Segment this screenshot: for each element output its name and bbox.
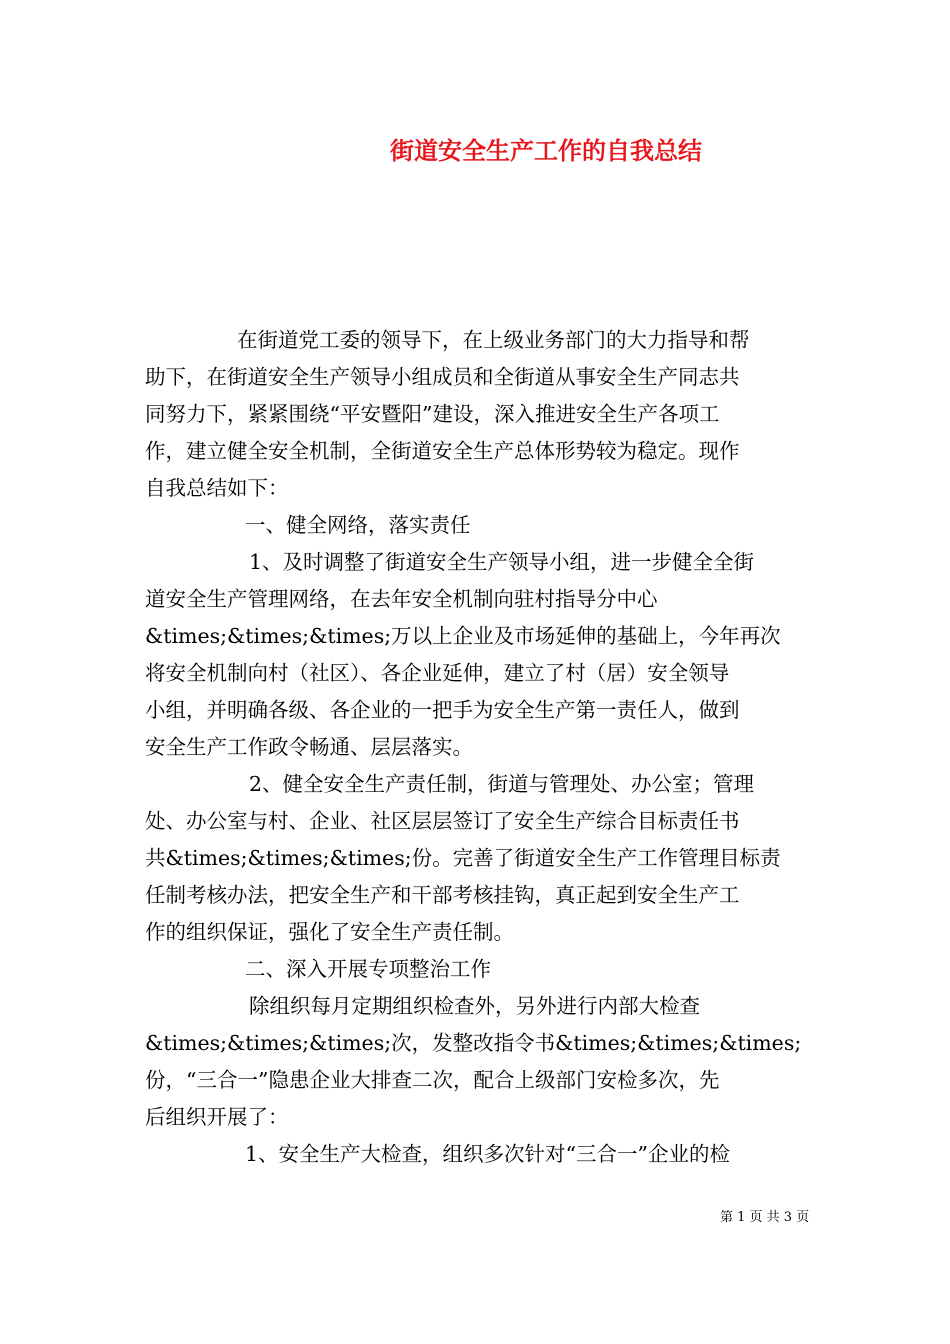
page-number: 第 1 页 共 3 页 [720,1210,810,1225]
paragraph-line: 后组织开展了： [145,1105,289,1129]
paragraph-line: 除组织每月定期组织检查外，另外进行内部大检查 [249,994,700,1018]
paragraph-line: 道安全生产管理网络，在去年安全机制向驻村指导分中心 [145,587,658,611]
paragraph-line: 任制考核办法，把安全生产和干部考核挂钩，真正起到安全生产工 [145,883,740,907]
paragraph-line: 安全生产工作政令畅通、层层落实。 [145,735,473,759]
paragraph-line: 将安全机制向村（社区）、各企业延伸，建立了村（居）安全领导 [145,661,730,685]
paragraph-line: 同努力下，紧紧围绕“平安暨阳”建设，深入推进安全生产各项工 [145,402,720,426]
paragraph-line: &times;&times;&times;万以上企业及市场延伸的基础上，今年再次 [145,624,781,648]
paragraph-line: 1、安全生产大检查，组织多次针对“三合一”企业的检 [245,1142,731,1166]
paragraph-line: 作，建立健全安全机制，全街道安全生产总体形势较为稳定。现作 [145,439,740,463]
section-heading: 二、深入开展专项整治工作 [245,957,491,981]
paragraph-line: 在街道党工委的领导下，在上级业务部门的大力指导和帮 [237,328,750,352]
paragraph-line: 份，“三合一”隐患企业大排查二次，配合上级部门安检多次，先 [145,1068,720,1092]
paragraph-line: 小组，并明确各级、各企业的一把手为安全生产第一责任人，做到 [145,698,740,722]
document-title: 街道安全生产工作的自我总结 [390,136,702,165]
paragraph-line: 处、办公室与村、企业、社区层层签订了安全生产综合目标责任书 [145,809,740,833]
paragraph-line: 2、健全安全生产责任制，街道与管理处、办公室；管理 [249,772,755,796]
paragraph-line: 作的组织保证，强化了安全生产责任制。 [145,920,514,944]
paragraph-line: 助下，在街道安全生产领导小组成员和全街道从事安全生产同志共 [145,365,740,389]
paragraph-line: 自我总结如下： [145,476,289,500]
paragraph-line: &times;&times;&times;次，发整改指令书&times;&times;&times; [145,1031,802,1055]
section-heading: 一、健全网络，落实责任 [245,513,471,537]
paragraph-line: 共&times;&times;&times;份。完善了街道安全生产工作管理目标责 [145,846,781,870]
paragraph-line: 1、及时调整了街道安全生产领导小组，进一步健全全街 [249,550,755,574]
document-body [145,322,807,1173]
